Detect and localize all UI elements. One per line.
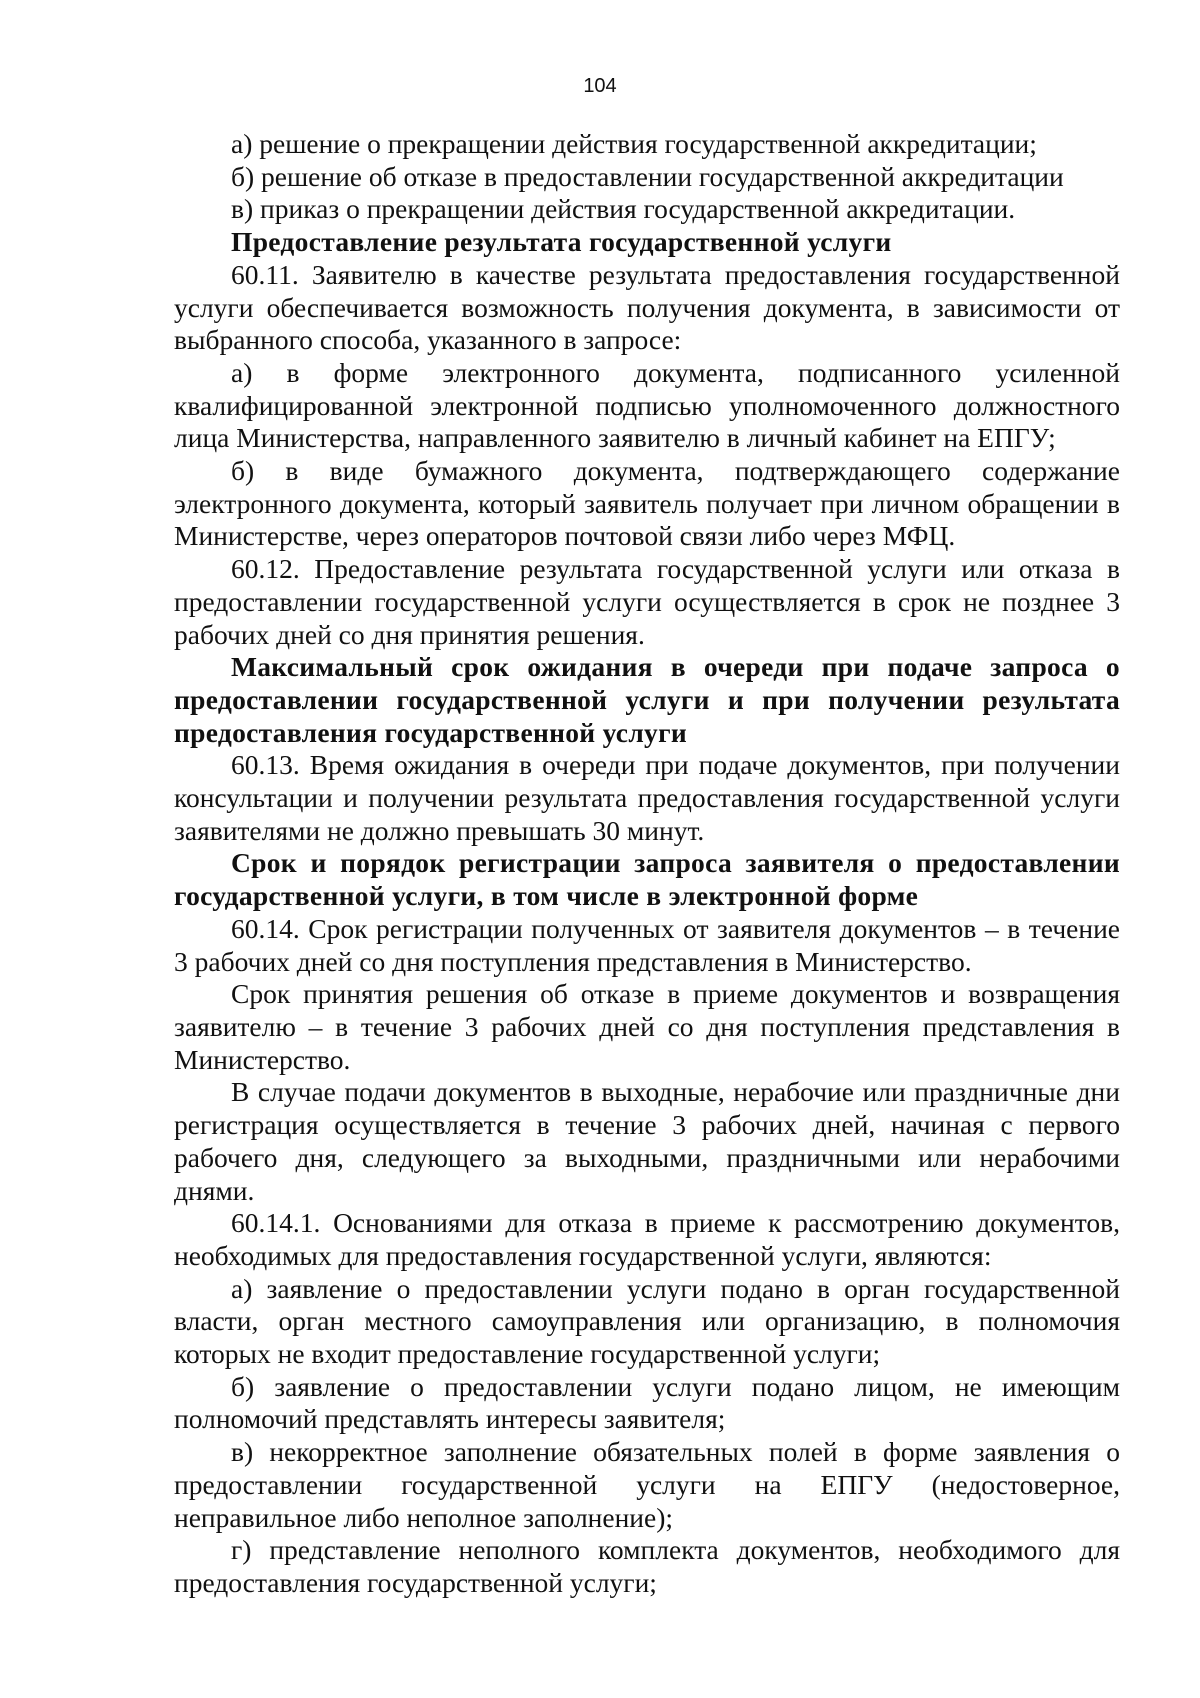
paragraph-60-14-1: 60.14.1. Основаниями для отказа в приеме к рассмотрению документов, необходимых для предоставления государственной услуги, являются: xyxy=(174,1207,1120,1271)
page-number: 104 xyxy=(583,75,617,97)
paragraph-60-12: 60.12. Предоставление результата государственной услуги или отказа в предоставлении государственной услуги осуществляется в срок не позднее 3 рабочих дней со дня принятия решения. xyxy=(174,553,1120,650)
list-item-b-paper-document: б) в виде бумажного документа, подтверждающего содержание электронного документа, который заявитель получает при личном обращении в Министерстве, через операторов почтовой связи либо через МФЦ. xyxy=(174,455,1120,552)
list-item-b-no-authority: б) заявление о предоставлении услуги подано лицом, не имеющим полномочий представлять интересы заявителя; xyxy=(174,1370,1120,1435)
list-item-a-wrong-authority: а) заявление о предоставлении услуги подано в орган государственной власти, орган местного самоуправления или организацию, в полномочия которых не входит предоставление государственной услуги; xyxy=(174,1272,1120,1370)
list-item-a-electronic-document: а) в форме электронного документа, подписанного усиленной квалифицированной электронной подписью уполномоченного должностного лица Министерства, направленного заявителю в личный кабинет на ЕПГУ; xyxy=(174,356,1120,454)
list-item-d-incomplete-set: г) представление неполного комплекта документов, необходимого для предоставления государственной услуги; xyxy=(174,1534,1120,1598)
list-item-c-incorrect-fields: в) некорректное заполнение обязательных полей в форме заявления о предоставлении государственной услуги на ЕПГУ (недостоверное, неправильное либо неполное заполнение); xyxy=(174,1436,1120,1533)
paragraph-60-13: 60.13. Время ожидания в очереди при подаче документов, при получении консультации и получении результата предоставления государственной услуги заявителями не должно превышать 30 минут. xyxy=(174,749,1120,846)
section-heading-registration: Срок и порядок регистрации запроса заявителя о предоставлении государственной услуги, в том числе в электронной форме xyxy=(174,847,1120,912)
section-heading-max-wait-time: Максимальный срок ожидания в очереди при подаче запроса о предоставлении государственной услуги и при получении результата предоставления государственной услуги xyxy=(174,651,1120,748)
paragraph-60-14: 60.14. Срок регистрации полученных от заявителя документов – в течение 3 рабочих дней со дня поступления представления в Министерство. xyxy=(174,912,1120,977)
list-item-c-termination-order: в) приказ о прекращении действия государственной аккредитации. xyxy=(231,193,1016,225)
paragraph-refusal-term: Срок принятия решения об отказе в приеме документов и возвращения заявителю – в течение 3 рабочих дней со дня поступления представления в Министерство. xyxy=(174,978,1120,1075)
section-heading-result-provision: Предоставление результата государственной услуги xyxy=(231,226,892,258)
list-item-b-refusal-decision: б) решение об отказе в предоставлении государственной аккредитации xyxy=(231,160,1064,192)
document-body xyxy=(174,128,1120,1600)
paragraph-60-11: 60.11. Заявителю в качестве результата предоставления государственной услуги обеспечивается возможность получения документа, в зависимости от выбранного способа, указанного в запросе: xyxy=(174,258,1120,356)
paragraph-holidays: В случае подачи документов в выходные, нерабочие или праздничные дни регистрация осуществляется в течение 3 рабочих дней, начиная с первого рабочего дня, следующего за выходными, праздничными или нерабочими днями. xyxy=(174,1076,1120,1206)
list-item-a-termination-decision: а) решение о прекращении действия государственной аккредитации; xyxy=(231,128,1037,159)
